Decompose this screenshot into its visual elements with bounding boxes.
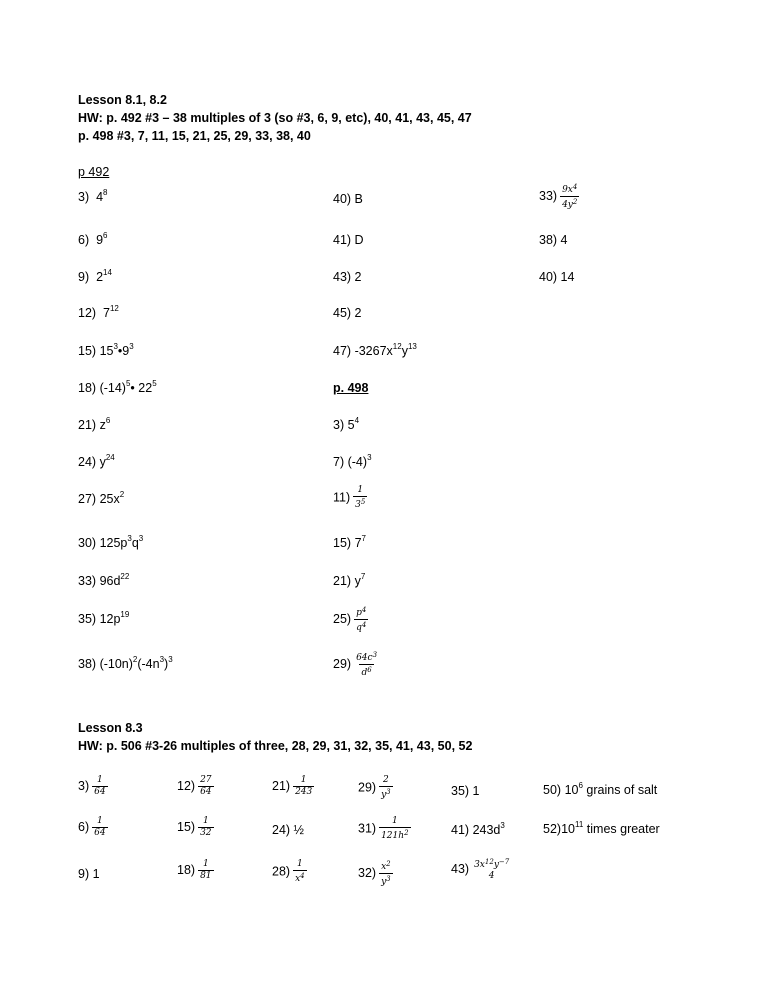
l83-answer-6: 6) $\frac{1}{64}$: [78, 816, 106, 838]
answer-27: 27) $25x^2$: [78, 490, 125, 506]
answer-43: 43) 2: [333, 270, 362, 284]
p498-answer-15: 15) $7^7$: [333, 534, 366, 550]
p498-answer-7: 7) $(-4)^3$: [333, 453, 372, 469]
p492-heading: p 492: [78, 165, 110, 179]
answer-35: 35) $12p^{19}$: [78, 610, 130, 626]
l83-answer-12: 12) $\frac{27}{64}$: [177, 775, 212, 797]
answer-6: 6) $9^6$: [78, 231, 108, 247]
answer-9: 9) $2^{14}$: [78, 268, 112, 284]
l83-answer-52: $52)10^{11}$ times greater: [543, 820, 660, 836]
l83-answer-9: 9) 1: [78, 867, 100, 881]
homework-line-p498: p. 498 #3, 7, 11, 15, 21, 25, 29, 33, 38, 40: [78, 129, 311, 143]
answer-33: 33) $96d^{22}$: [78, 572, 130, 588]
answer-30: 30) $125p^3q^3$: [78, 534, 144, 550]
l83-answer-3: 3) $\frac{1}{64}$: [78, 775, 106, 797]
p498-heading: p. 498: [333, 381, 369, 395]
p498-answer-33: 33) $\frac{9x^4}{4y^2}$: [539, 183, 578, 210]
l83-answer-31: 31) $\frac{1}{121h^2}$: [358, 816, 409, 841]
l83-answer-41: 41) $243d^3$: [451, 821, 505, 837]
answer-40: 40) B: [333, 192, 363, 206]
l83-answer-32: 32) $\frac{x^2}{y^3}$: [358, 860, 391, 887]
lesson-title-8-3: Lesson 8.3: [78, 721, 143, 735]
answer-45: 45) 2: [333, 306, 362, 320]
l83-answer-50: 50) $10^6$ grains of salt: [543, 781, 658, 797]
p498-answer-11: 11) $\frac{1}{3^5}$: [333, 485, 366, 510]
answer-47: 47) $-3267x^{12}y^{13}$: [333, 342, 417, 358]
answer-3: 3) $4^8$: [78, 188, 108, 204]
p498-answer-40: 40) 14: [539, 270, 575, 284]
answer-15: 15) $15^3•9^3$: [78, 342, 134, 358]
l83-answer-35: 35) 1: [451, 784, 480, 798]
answer-41: 41) D: [333, 233, 364, 247]
p498-answer-21: 21) $y^7$: [333, 572, 366, 588]
l83-answer-43: 43) $3x^{12}y^{-7}$ 4: [451, 858, 510, 881]
l83-answer-28: 28) $\frac{1}{x^4}$: [272, 859, 305, 884]
p498-answer-3: 3) $5^4$: [333, 416, 360, 432]
l83-answer-24: 24) ½: [272, 823, 304, 837]
p498-answer-38: 38) 4: [539, 233, 568, 247]
answer-24: 24) $y^{24}$: [78, 453, 115, 469]
homework-line-p492: HW: p. 492 #3 – 38 multiples of 3 (so #3, 6, 9, etc), 40, 41, 43, 45, 47: [78, 111, 472, 125]
answer-18: 18) $(-14)^5•$ $22^5$: [78, 379, 157, 395]
p498-answer-25: 25) $\frac{p^4}{q^4}$: [333, 606, 367, 633]
answer-12: 12) $7^{12}$: [78, 304, 119, 320]
homework-line-p506: HW: p. 506 #3-26 multiples of three, 28, 29, 31, 32, 35, 41, 43, 50, 52: [78, 739, 473, 753]
l83-answer-21: 21) $\frac{1}{243}$: [272, 775, 313, 797]
l83-answer-29: 29) $\frac{2}{y^3}$: [358, 775, 391, 800]
answer-21: 21) $z^6$: [78, 416, 111, 432]
p498-answer-29: 29) $\frac{64c^3}{d^6}$: [333, 651, 378, 678]
answer-38: 38) $(-10n)^2(-4n^3)^3$: [78, 655, 173, 671]
lesson-title-8-1-8-2: Lesson 8.1, 8.2: [78, 93, 167, 107]
l83-answer-18: 18) $\frac{1}{81}$: [177, 859, 212, 881]
l83-answer-15: 15) $\frac{1}{32}$: [177, 816, 212, 838]
